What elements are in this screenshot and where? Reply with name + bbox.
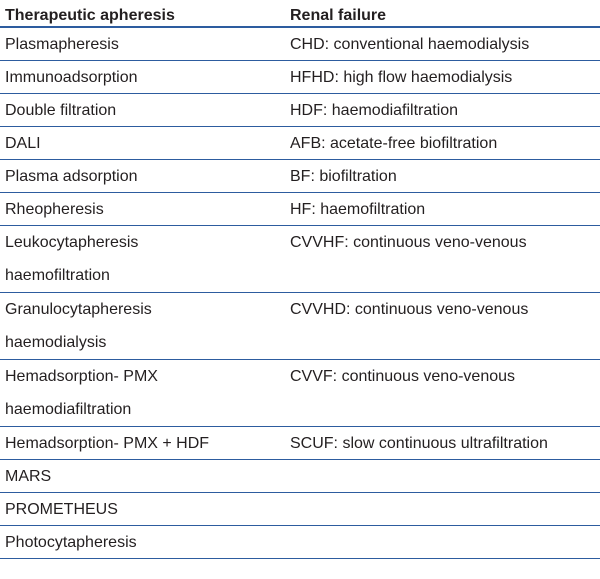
cell-text-line: Leukocytapheresis — [5, 234, 139, 251]
table-row — [0, 460, 600, 493]
cell-text-line: Hemadsorption- PMX — [5, 368, 158, 385]
cell-text-line: haemodiafiltration — [5, 401, 132, 418]
cell-text-line: Plasma adsorption — [5, 168, 138, 185]
cell-text-line: Immunoadsorption — [5, 69, 138, 86]
cell-renal-failure — [285, 160, 600, 193]
table-row — [0, 360, 600, 427]
cell-text-line: HF: haemofiltration — [290, 201, 426, 218]
header-row — [0, 0, 600, 27]
cell-text-line: Double filtration — [5, 102, 117, 119]
cell-therapeutic-apheresis — [0, 94, 285, 127]
cell-text-line: CVVHD: continuous veno-venous — [290, 301, 529, 318]
cell-text-line: MARS — [5, 468, 52, 485]
cell-text-line: CVVHF: continuous veno-venous — [290, 234, 527, 251]
cell-renal-failure — [285, 226, 600, 293]
table-row — [0, 427, 600, 460]
cell-text-line: Plasmapheresis — [5, 36, 119, 53]
cell-renal-failure — [285, 360, 600, 427]
cell-renal-failure — [285, 526, 600, 559]
cell-renal-failure — [285, 94, 600, 127]
table-row — [0, 61, 600, 94]
cell-therapeutic-apheresis — [0, 193, 285, 226]
cell-therapeutic-apheresis — [0, 226, 285, 293]
table-row — [0, 27, 600, 61]
cell-text-line: haemodialysis — [5, 334, 107, 351]
cell-therapeutic-apheresis — [0, 293, 285, 360]
cell-text-line: HFHD: high flow haemodialysis — [290, 69, 513, 86]
table-row — [0, 526, 600, 559]
cell-therapeutic-apheresis — [0, 61, 285, 94]
table-row — [0, 193, 600, 226]
cell-therapeutic-apheresis — [0, 160, 285, 193]
cell-renal-failure — [285, 493, 600, 526]
cell-therapeutic-apheresis — [0, 127, 285, 160]
cell-text-line: Photocytapheresis — [5, 534, 137, 551]
cell-renal-failure — [285, 193, 600, 226]
cell-therapeutic-apheresis — [0, 493, 285, 526]
table-row — [0, 127, 600, 160]
cell-text-line: Granulocytapheresis — [5, 301, 152, 318]
cell-therapeutic-apheresis — [0, 427, 285, 460]
cell-therapeutic-apheresis — [0, 360, 285, 427]
table-row — [0, 94, 600, 127]
cell-text-line: CHD: conventional haemodialysis — [290, 36, 530, 53]
table-row — [0, 160, 600, 193]
cell-therapeutic-apheresis — [0, 460, 285, 493]
cell-therapeutic-apheresis — [0, 526, 285, 559]
header-renal-failure: Renal failure — [285, 0, 600, 27]
cell-therapeutic-apheresis — [0, 27, 285, 61]
table-body — [0, 27, 600, 559]
cell-text-line: AFB: acetate-free biofiltration — [290, 135, 498, 152]
table-row — [0, 226, 600, 293]
cell-renal-failure — [285, 27, 600, 61]
cell-renal-failure — [285, 61, 600, 94]
cell-text-line: PROMETHEUS — [5, 501, 118, 518]
cell-text-line: DALI — [5, 135, 41, 152]
cell-text-line: CVVF: continuous veno-venous — [290, 368, 516, 385]
cell-text-line: HDF: haemodiafiltration — [290, 102, 459, 119]
table-row — [0, 293, 600, 360]
cell-text-line: BF: biofiltration — [290, 168, 397, 185]
table-row — [0, 493, 600, 526]
cell-text-line: Rheopheresis — [5, 201, 104, 218]
cell-renal-failure — [285, 427, 600, 460]
cell-renal-failure — [285, 460, 600, 493]
cell-text-line: SCUF: slow continuous ultrafiltration — [290, 435, 548, 452]
cell-renal-failure — [285, 293, 600, 360]
header-therapeutic-apheresis: Therapeutic apheresis — [0, 0, 285, 27]
cell-text-line: Hemadsorption- PMX + HDF — [5, 435, 210, 452]
cell-text-line: haemofiltration — [5, 267, 110, 284]
cell-renal-failure — [285, 127, 600, 160]
